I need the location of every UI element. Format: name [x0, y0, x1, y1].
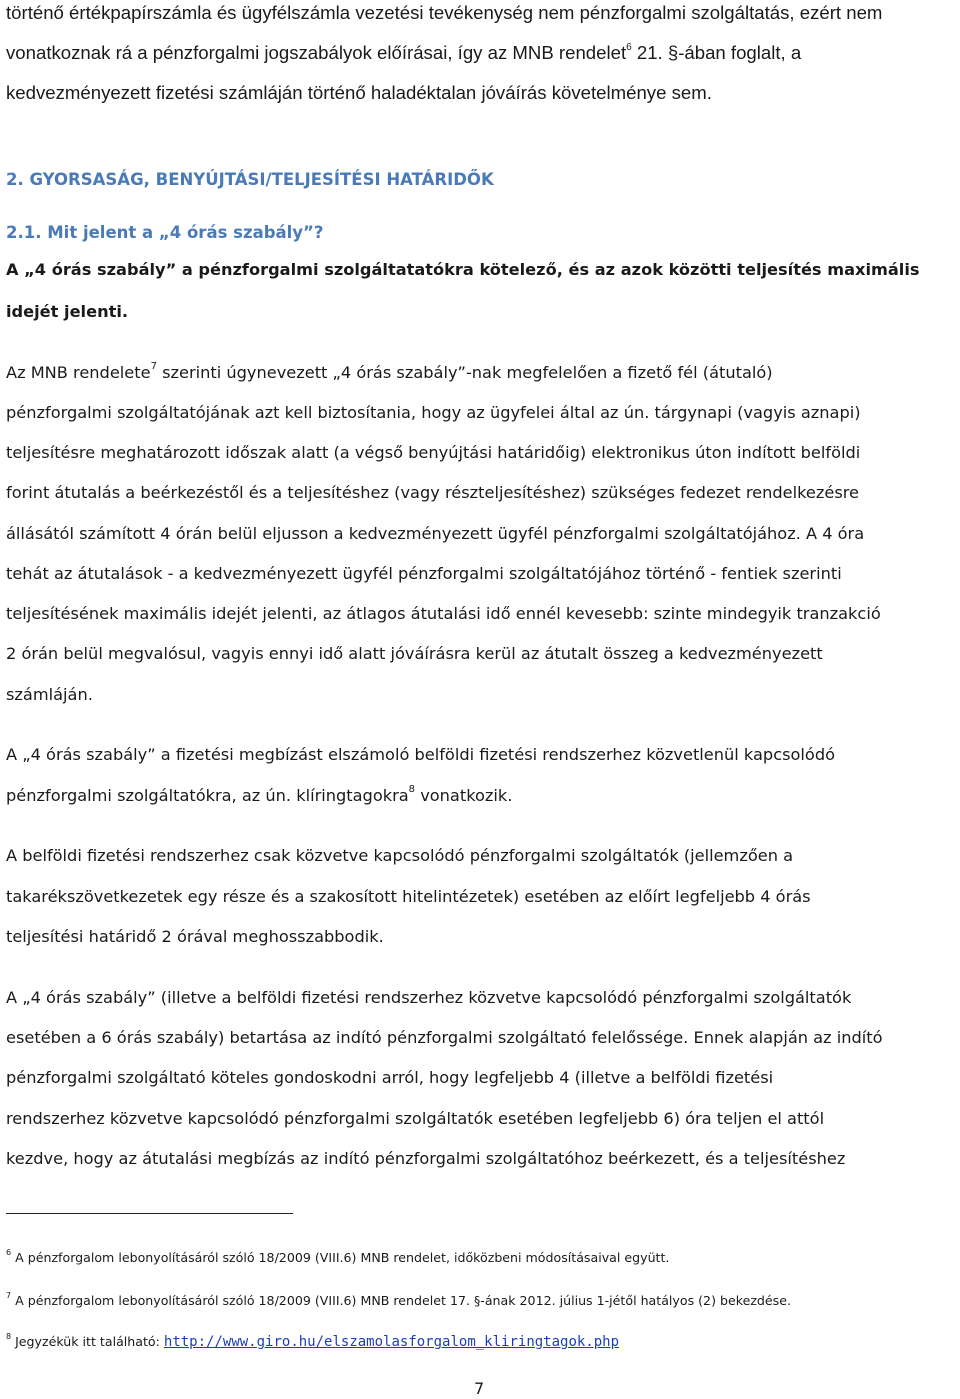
para-line: rendszerhez közvetve kapcsolódó pénzforgalmi szolgáltatók esetében legfeljebb 6) óra teljen el attól: [6, 1109, 825, 1128]
para-line: A „4 órás szabály” a fizetési megbízást elszámoló belföldi fizetési rendszerhez közvetlenül kapcsolódó: [6, 745, 836, 764]
para-line: 2 órán belül megvalósul, vagyis ennyi idő alatt jóváírásra kerül az átutalt összeg a kedvezményezett: [6, 644, 823, 663]
page-number: 7: [474, 1379, 485, 1398]
para-line: kezdve, hogy az átutalási megbízás az indító pénzforgalmi szolgáltatóhoz beérkezett, és a teljesítéshez: [6, 1149, 846, 1168]
intro-line: [6, 81, 712, 105]
text: Az MNB rendelete: [6, 363, 151, 382]
para-line: állásától számított 4 órán belül eljusson a kedvezményezett ügyfél pénzforgalmi szolgáltatójához. A 4 óra: [6, 524, 865, 543]
para-line: tehát az átutalások - a kedvezményezett ügyfél pénzforgalmi szolgáltatójához történő - fentiek szerinti: [6, 564, 842, 583]
subsection-heading: 2.1. Mit jelent a „4 órás szabály”?: [6, 223, 324, 242]
section-heading: 2. GYORSASÁG, BENYÚJTÁSI/TELJESÍTÉSI HATÁRIDŐK: [6, 170, 494, 189]
footnote-ref[interactable]: 8: [408, 784, 416, 795]
footnote: [6, 1292, 791, 1310]
footnote-text: Jegyzékük itt található:: [11, 1334, 164, 1349]
footnote-link[interactable]: http://www.giro.hu/elszamolasforgalom_kliringtagok.php: [163, 1334, 620, 1350]
text: vonatkoznak rá a pénzforgalmi jogszabályok előírásai, így az MNB rendelet: [6, 42, 627, 63]
text: pénzforgalmi szolgáltatókra, az ún. klíringtagokra: [6, 786, 409, 805]
intro-line: [6, 41, 801, 65]
intro-line: [6, 1, 882, 25]
para-line: számláján.: [6, 685, 93, 704]
footnote-text: A pénzforgalom lebonyolításáról szóló 18/2009 (VIII.6) MNB rendelet 17. §-ának 2012. július 1-jétől hatályos (2) bekezdése.: [11, 1293, 791, 1308]
footnote-number: 8: [6, 1332, 12, 1341]
bold-para-line: idejét jelenti.: [6, 302, 129, 321]
para-line: A „4 órás szabály” (illetve a belföldi fizetési rendszerhez közvetve kapcsolódó pénzforgalmi szolgáltatók: [6, 988, 852, 1007]
para-line: pénzforgalmi szolgáltatójának azt kell biztosítania, hogy az ügyfelei által az ún. tárgynapi (vagyis aznapi): [6, 403, 861, 422]
footnote-ref[interactable]: 6: [626, 42, 632, 53]
para-line: A belföldi fizetési rendszerhez csak közvetve kapcsolódó pénzforgalmi szolgáltatók (jellemzően a: [6, 846, 794, 865]
para-line: takarékszövetkezetek egy része és a szakosított hitelintézetek) esetében az előírt legfeljebb 4 órás: [6, 887, 811, 906]
text: történő értékpapírszámla és ügyfélszámla vezetési tevékenység nem pénzforgalmi szolgáltatás, ezért nem: [6, 2, 883, 23]
footnote-text: A pénzforgalom lebonyolításáról szóló 18/2009 (VIII.6) MNB rendelet, időközbeni módosításaival együtt.: [11, 1250, 670, 1265]
footnote: [6, 1249, 669, 1267]
footnote-ref[interactable]: 7: [150, 361, 157, 372]
footnote-divider: [6, 1213, 293, 1214]
para-line: teljesítésének maximális idejét jelenti, az átlagos átutalási idő ennél kevesebb: szinte mindegyik tranzakció: [6, 604, 881, 623]
text: vonatkozik.: [415, 786, 513, 805]
para-line: [6, 361, 773, 385]
para-line: pénzforgalmi szolgáltató köteles gondoskodni arról, hogy legfeljebb 4 (illetve a belföldi fizetési: [6, 1068, 774, 1087]
para-line: [6, 784, 512, 808]
text: 21. §-ában foglalt, a: [631, 42, 802, 63]
footnote: [6, 1333, 619, 1351]
footnote-number: 7: [6, 1291, 12, 1300]
para-line: esetében a 6 órás szabály) betartása az indító pénzforgalmi szolgáltató felelőssége. Ennek alapján az indító: [6, 1028, 883, 1047]
text: szerinti úgynevezett „4 órás szabály”-nak megfelelően a fizető fél (átutaló): [156, 363, 773, 382]
bold-para-line: A „4 órás szabály” a pénzforgalmi szolgáltatatókra kötelező, és az azok közötti teljesítés maximális: [6, 260, 920, 279]
para-line: teljesítési határidő 2 órával meghosszabbodik.: [6, 927, 384, 946]
footnote-number: 6: [6, 1248, 12, 1257]
para-line: forint átutalás a beérkezéstől és a teljesítéshez (vagy részteljesítéshez) szükséges fedezet rendelkezésre: [6, 483, 860, 502]
text: kedvezményezett fizetési számláján történő haladéktalan jóváírás követelménye sem.: [6, 82, 712, 103]
para-line: teljesítésre meghatározott időszak alatt (a végső benyújtási határidőig) elektronikus úton indított belföldi: [6, 443, 861, 462]
